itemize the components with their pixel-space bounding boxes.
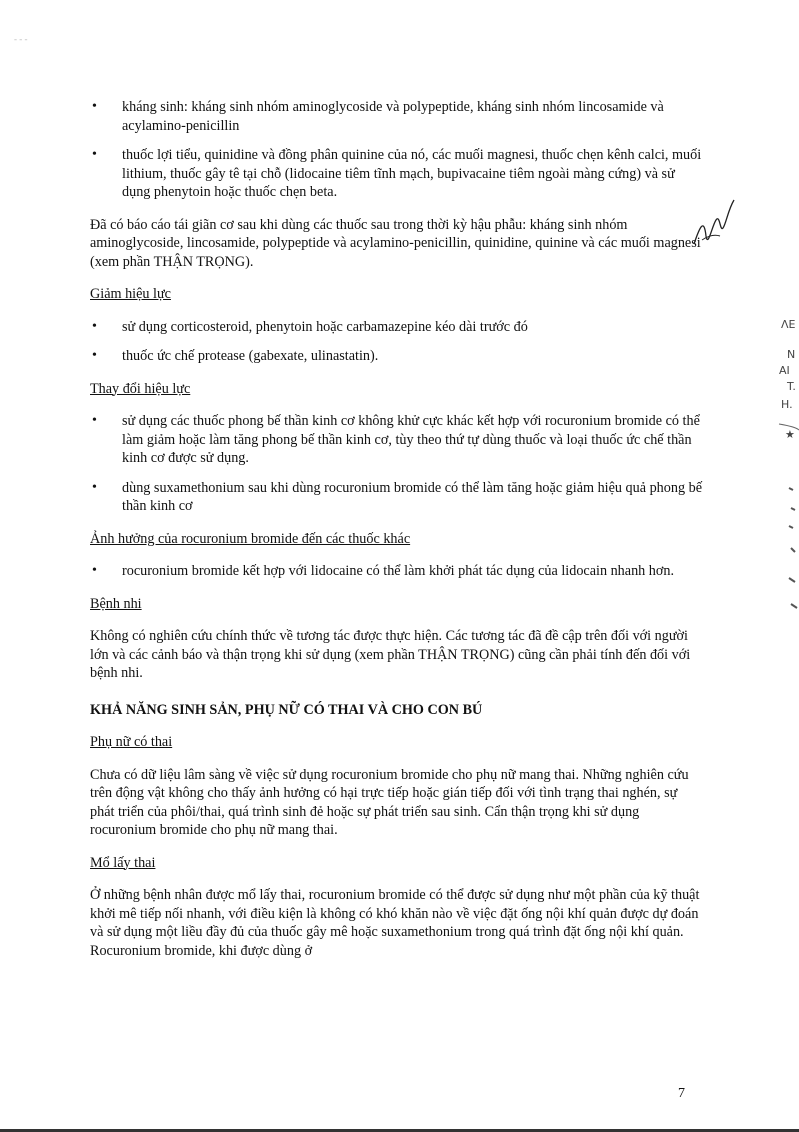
decreased-effect-list <box>90 318 702 366</box>
effect-on-other-drugs-list <box>90 562 702 581</box>
pediatric-paragraph: Không có nghiên cứu chính thức về tương tác được thực hiện. Các tương tác đã đề cập trên đối với người lớn và các cảnh báo và thận trọng khi sử dụng (xem phần THẬN TRỌNG) cũng cần phải tính đến đối với bệnh nhi. <box>90 628 691 681</box>
pregnancy-heading: Phụ nữ có thai <box>90 734 173 750</box>
list-item: • sử dụng corticosteroid, phenytoin hoặc carbamazepine kéo dài trước đó <box>90 318 702 337</box>
interaction-antibiotics-list <box>90 98 702 202</box>
pediatric-heading: Bệnh nhi <box>90 595 142 612</box>
caesarean-heading: Mổ lấy thai <box>90 854 156 871</box>
stamp-text: N <box>787 348 796 361</box>
page-number: 7 <box>678 1086 685 1101</box>
effect-on-other-drugs-heading: Ảnh hưởng của rocuronium bromide đến các thuốc khác <box>90 530 411 547</box>
pregnancy-paragraph: Chưa có dữ liệu lâm sàng về việc sử dụng rocuronium bromide cho phụ nữ mang thai. Những nghiên cứu trên động vật không cho thấy ảnh hưởng có hại trực tiếp hoặc gián tiếp đối với tình trạng thai nghén, sự phát triển của phôi/thai, quá trình sinh đẻ hoặc sự phát triển sau sinh. Cẩn thận trọng khi sử dụng rocuronium bromide cho phụ nữ mang thai. <box>90 766 689 838</box>
stamp-text: H. <box>781 398 793 411</box>
list-item: • thuốc lợi tiểu, quinidine và đồng phân quinine của nó, các muối magnesi, thuốc chẹn kênh calci, muối lithium, thuốc gây tê tại chỗ (lidocaine tiêm tĩnh mạch, bupivacaine tiêm ngoài màng cứng) và sử dụng phenytoin hoặc thuốc chẹn beta. <box>90 146 702 202</box>
list-item: • dùng suxamethonium sau khi dùng rocuronium bromide có thể làm tăng hoặc giảm hiệu quả phong bế thần kinh cơ <box>90 479 702 516</box>
stamp-text: AI <box>779 364 790 377</box>
page-content <box>90 98 702 974</box>
margin-stamp-fragment <box>773 318 799 618</box>
variable-effect-heading: Thay đổi hiệu lực <box>90 380 191 397</box>
stamp-text: T. <box>787 380 796 393</box>
stamp-star-icon: ★ <box>785 428 795 441</box>
fertility-section-heading: KHẢ NĂNG SINH SẢN, PHỤ NỮ CÓ THAI VÀ CHO CON BÚ <box>90 701 483 718</box>
handwritten-signature <box>690 196 740 256</box>
scan-corner-mark: - - - <box>14 34 28 44</box>
postop-recurarisation-paragraph: Đã có báo cáo tái giãn cơ sau khi dùng các thuốc sau trong thời kỳ hậu phẫu: kháng sinh nhóm aminoglycoside, lincosamide, polypeptide và acylamino-penicillin, quinidine, quinine và các muối magnesi (xem phần THẬN TRỌNG). <box>90 216 701 270</box>
list-item: • kháng sinh: kháng sinh nhóm aminoglycoside và polypeptide, kháng sinh nhóm lincosamide và acylamino-penicillin <box>90 98 702 135</box>
list-item: • sử dụng các thuốc phong bế thần kinh cơ không khử cực khác kết hợp với rocuronium bromide có thể làm giảm hoặc làm tăng phong bế thần kinh cơ, tùy theo thứ tự dùng thuốc và loại thuốc ức chế thần kinh cơ được sử dụng. <box>90 412 702 468</box>
list-item: • thuốc ức chế protease (gabexate, ulinastatin). <box>90 347 702 366</box>
stamp-arc <box>773 418 799 618</box>
stamp-text: ΛE <box>781 318 796 331</box>
variable-effect-list <box>90 412 702 516</box>
list-item: • rocuronium bromide kết hợp với lidocaine có thể làm khởi phát tác dụng của lidocain nhanh hơn. <box>90 562 702 581</box>
decreased-effect-heading: Giảm hiệu lực <box>90 286 171 302</box>
caesarean-paragraph: Ở những bệnh nhân được mổ lấy thai, rocuronium bromide có thể được sử dụng như một phần của kỹ thuật khởi mê tiếp nối nhanh, với điều kiện là không có khó khăn nào về việc đặt ống nội khí quản được dự đoán và sử dụng một liều đầy đủ của thuốc gây mê hoặc suxamethonium trong quá trình đặt ống nội khí quản. Rocuronium bromide, khi được dùng ở <box>90 887 700 959</box>
